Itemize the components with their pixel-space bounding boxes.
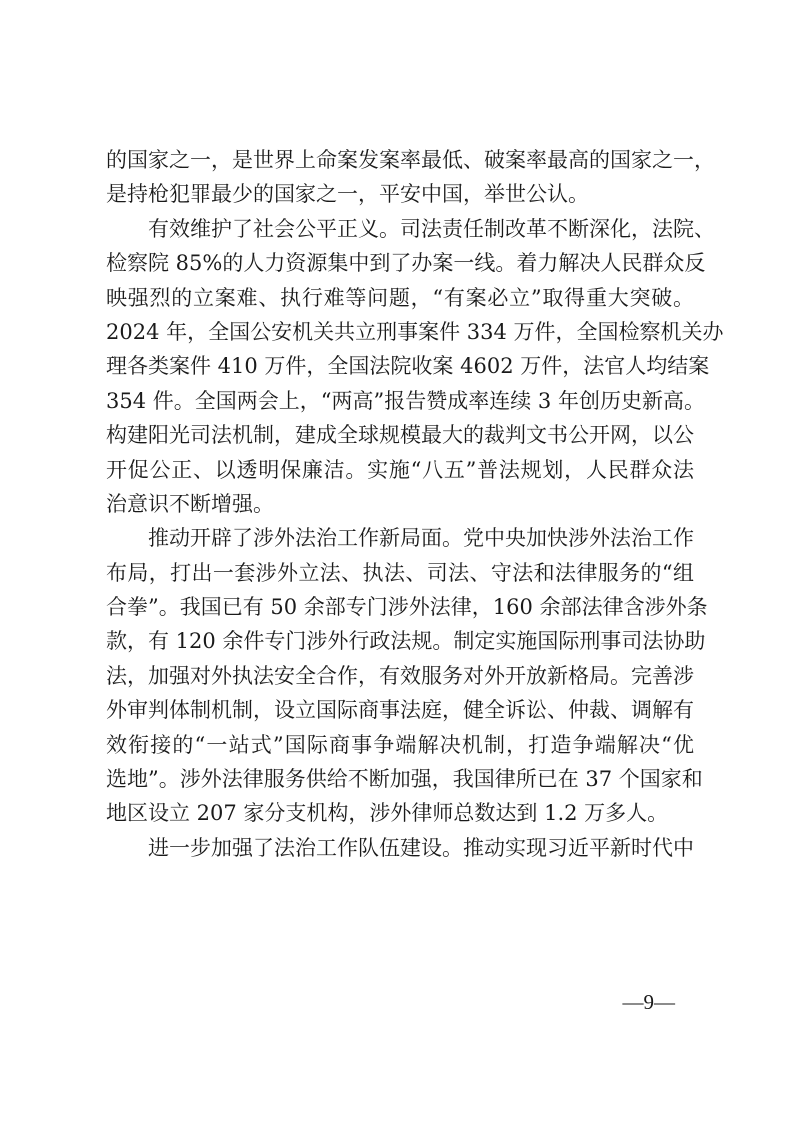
text-line: 地区设立 207 家分支机构，涉外律师总数达到 1.2 万多人。 — [106, 801, 669, 826]
text-line: 选地”。涉外法律服务供给不断加强，我国律所已在 37 个国家和 — [106, 767, 703, 792]
paragraph-start-line: 有效维护了社会公平正义。司法责任制改革不断深化，法院、 — [148, 216, 715, 241]
text-line: 款，有 120 余件专门涉外行政法规。制定实施国际刑事司法协助 — [106, 629, 706, 654]
text-line: 354 件。全国两会上，“两高”报告赞成率连续 3 年创历史新高。 — [106, 388, 705, 413]
text-line: 理各类案件 410 万件，全国法院收案 4602 万件，法官人均结案 — [106, 354, 710, 379]
page-number: —9— — [622, 990, 675, 1014]
text-line: 外审判体制机制，设立国际商事法庭，健全诉讼、仲裁、调解有 — [106, 698, 694, 723]
paragraph-start-line: 推动开辟了涉外法治工作新局面。党中央加快涉外法治工作 — [148, 526, 694, 551]
text-line: 合拳”。我国已有 50 余部专门涉外法律，160 余部法律含涉外条 — [106, 595, 708, 620]
text-line: 2024 年，全国公安机关共立刑事案件 334 万件，全国检察机关办 — [106, 319, 724, 344]
text-line: 映强烈的立案难、执行难等问题，“有案必立”取得重大突破。 — [106, 285, 694, 310]
text-line: 检察院 85%的人力资源集中到了办案一线。着力解决人民群众反 — [106, 251, 706, 276]
text-line: 开促公正、以透明保廉洁。实施“八五”普法规划，人民群众法 — [106, 457, 694, 482]
text-line: 法，加强对外执法安全合作，有效服务对外开放新格局。完善涉 — [106, 663, 694, 688]
text-line: 治意识不断增强。 — [106, 491, 274, 516]
text-line: 是持枪犯罪最少的国家之一，平安中国，举世公认。 — [106, 182, 589, 207]
text-line: 构建阳光司法机制，建成全球规模最大的裁判文书公开网，以公 — [106, 423, 694, 448]
text-line: 效衔接的“一站式”国际商事争端解决机制，打造争端解决“优 — [106, 732, 694, 757]
text-line: 的国家之一，是世界上命案发案率最低、破案率最高的国家之一， — [106, 148, 715, 172]
text-line: 布局，打出一套涉外立法、执法、司法、守法和法律服务的“组 — [106, 560, 694, 585]
paragraph-start-line: 进一步加强了法治工作队伍建设。推动实现习近平新时代中 — [148, 835, 694, 860]
body-text — [106, 143, 724, 865]
